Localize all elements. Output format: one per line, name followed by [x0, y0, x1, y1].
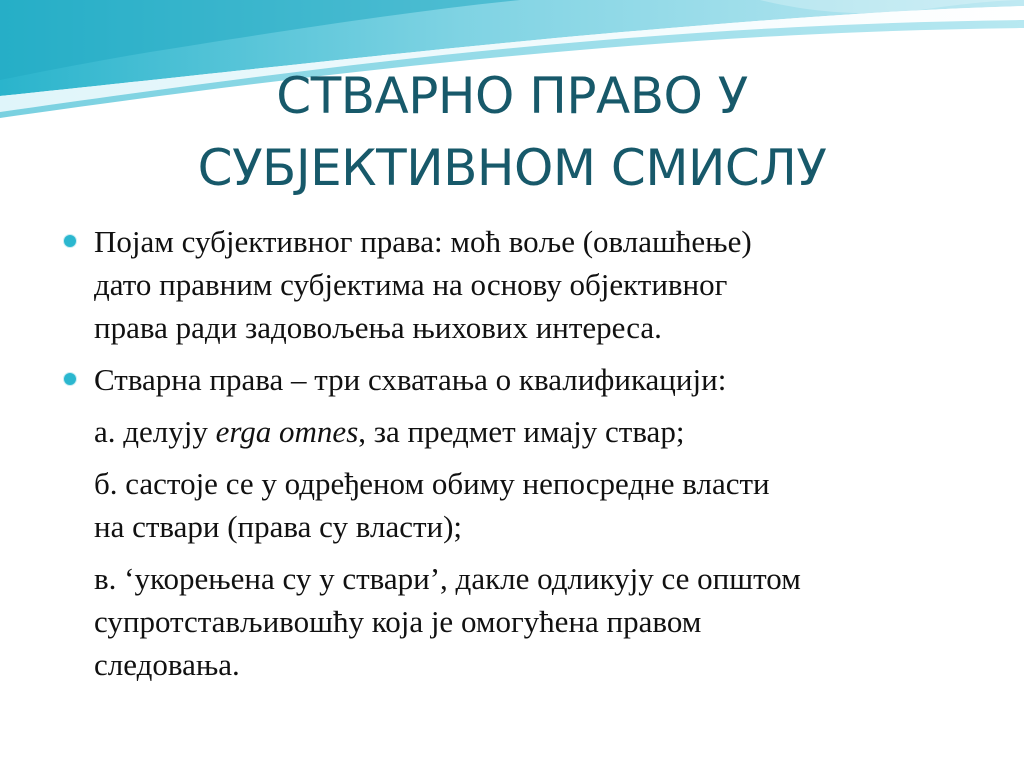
bullet-line: дато правним субјектима на основу објективног — [94, 267, 728, 302]
slide-title — [0, 60, 1024, 204]
paragraph-line: б. састоје се у одређеном обиму непосредне власти — [94, 466, 770, 501]
paragraph-a — [62, 410, 982, 453]
bullet-dot-icon — [64, 235, 76, 247]
bullet-line: права ради задовољења њихових интереса. — [94, 310, 662, 345]
title-line-2: СУБЈЕКТИВНОМ СМИСЛУ — [197, 139, 827, 197]
title-line-1: СТВАРНО ПРАВО У — [276, 67, 748, 125]
paragraph-a-text-after: , за предмет имају ствар; — [358, 414, 685, 449]
paragraph-a-text-before: а. делују — [94, 414, 216, 449]
paragraph-c — [62, 557, 982, 686]
paragraph-b — [62, 462, 982, 548]
bullet-line: Појам субјективног права: моћ воље (овлашћење) — [94, 224, 752, 259]
bullet-item-real-rights — [62, 358, 982, 401]
bullet-dot-icon — [64, 373, 76, 385]
paragraph-line: следовања. — [94, 647, 240, 682]
paragraph-line: на ствари (права су власти); — [94, 509, 463, 544]
paragraph-a-latin-term: erga omnes — [215, 414, 359, 449]
paragraph-line: супротстављивошћу која је омогућена правом — [94, 604, 702, 639]
paragraph-line: в. ‘укорењена су у ствари’, дакле одликују се општом — [94, 561, 801, 596]
bullet-item-definition — [62, 220, 982, 349]
bullet-line: Стварна права – три схватања о квалификацији: — [94, 362, 727, 397]
slide-body — [62, 220, 982, 695]
